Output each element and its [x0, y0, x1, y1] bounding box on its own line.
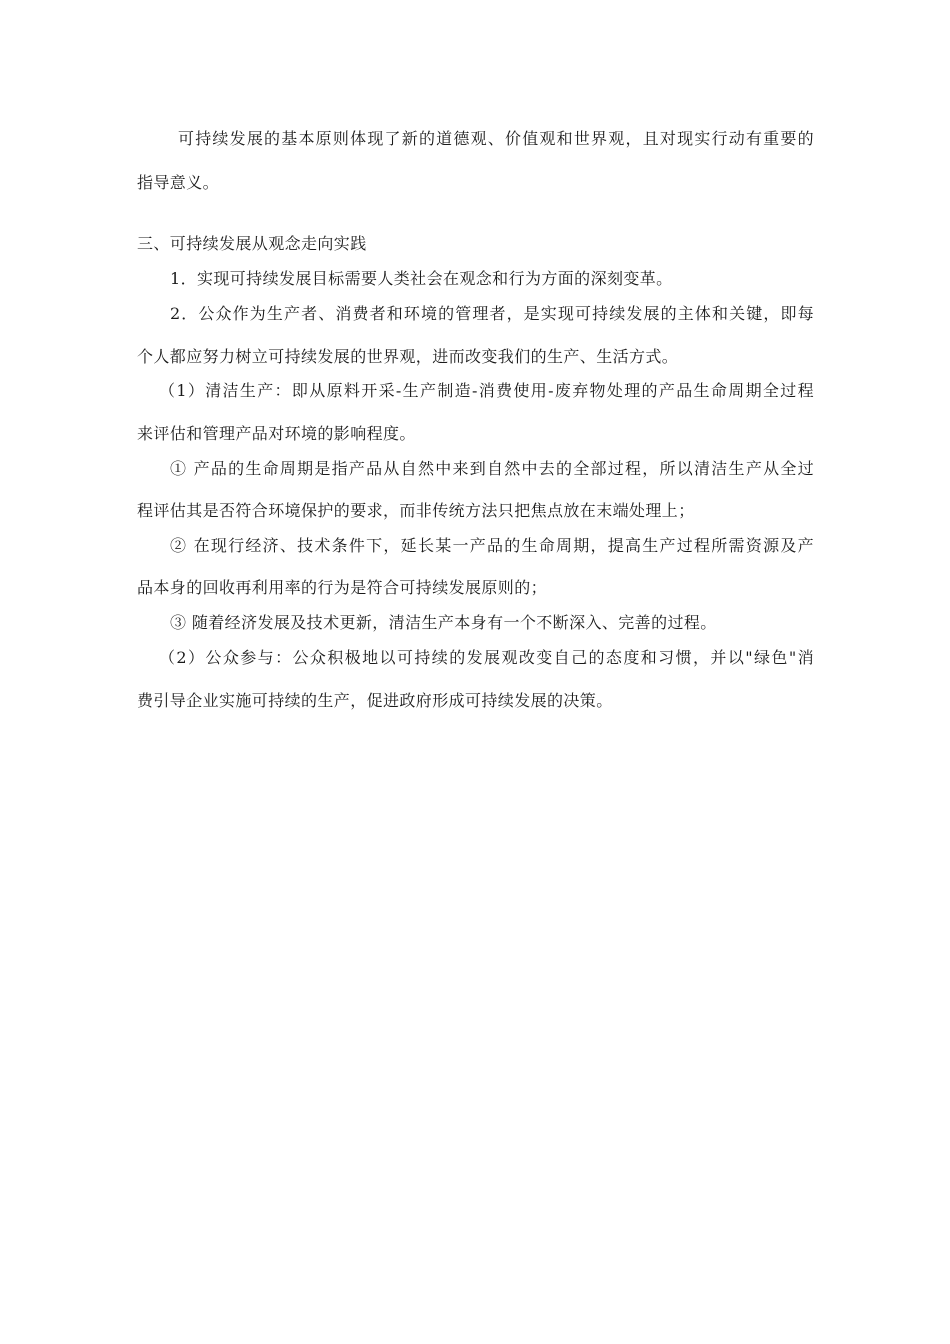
- point-2-line-1: ② 在现行经济、技术条件下，延长某一产品的生命周期，提高生产过程所需资源及产: [170, 536, 814, 555]
- point-1-line-1: ① 产品的生命周期是指产品从自然中来到自然中去的全部过程，所以清洁生产从全过: [170, 459, 814, 478]
- point-3-line-1: ③ 随着经济发展及技术更新，清洁生产本身有一个不断深入、完善的过程。: [170, 613, 717, 632]
- section-heading: 三、可持续发展从观念走向实践: [137, 234, 367, 253]
- public-participation-line-1: （2）公众参与：公众积极地以可持续的发展观改变自己的态度和习惯，并以"绿色"消: [159, 648, 814, 667]
- item-1-line-1: 1．实现可持续发展目标需要人类社会在观念和行为方面的深刻变革。: [170, 269, 673, 288]
- clean-production-line-2: 来评估和管理产品对环境的影响程度。: [137, 424, 416, 443]
- public-participation-line-2: 费引导企业实施可持续的生产，促进政府形成可持续发展的决策。: [137, 691, 613, 710]
- item-2-line-1: 2．公众作为生产者、消费者和环境的管理者，是实现可持续发展的主体和关键，即每: [170, 304, 814, 323]
- point-1-line-2: 程评估其是否符合环境保护的要求，而非传统方法只把焦点放在末端处理上；: [137, 501, 695, 520]
- clean-production-line-1: （1）清洁生产：即从原料开采-生产制造-消费使用-废弃物处理的产品生命周期全过程: [159, 381, 814, 400]
- paragraph-principle-line-2: 指导意义。: [137, 173, 220, 192]
- paragraph-principle-line-1: 可持续发展的基本原则体现了新的道德观、价值观和世界观，且对现实行动有重要的: [178, 129, 814, 148]
- point-2-line-2: 品本身的回收再利用率的行为是符合可持续发展原则的；: [137, 578, 548, 597]
- item-2-line-2: 个人都应努力树立可持续发展的世界观，进而改变我们的生产、生活方式。: [137, 347, 679, 366]
